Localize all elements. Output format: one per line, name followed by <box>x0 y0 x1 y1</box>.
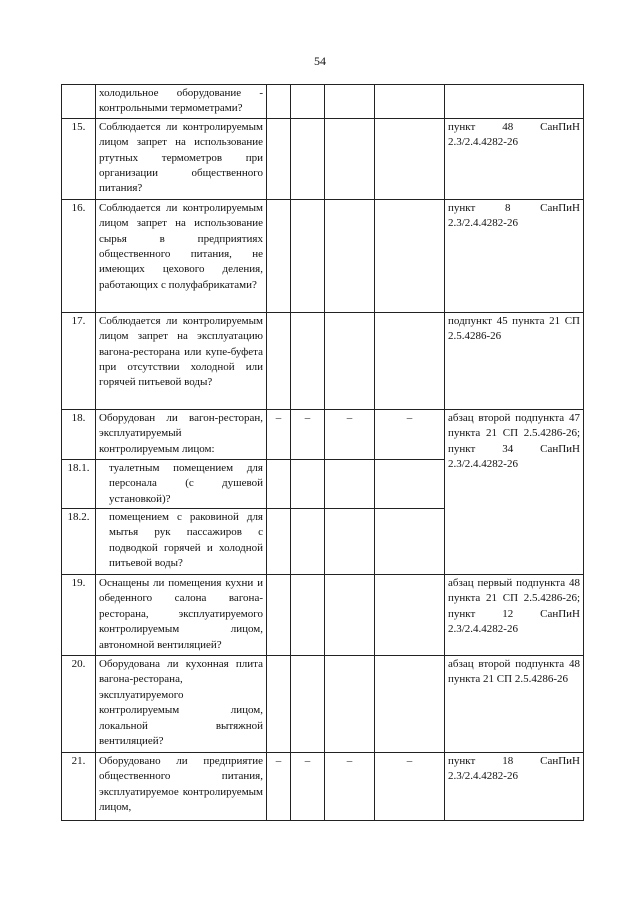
note-cell <box>375 575 445 656</box>
row-number: 21. <box>62 753 96 821</box>
legal-reference: абзац второй подпункта 48 пункта 21 СП 2.5.4286-26 <box>445 656 584 753</box>
legal-reference: пункт 18 СанПиН 2.3/2.4.4282-26 <box>445 753 584 821</box>
legal-reference: абзац первый подпункта 48 пункта 21 СП 2.5.4286-26; пункт 12 СанПиН 2.3/2.4.4282-26 <box>445 575 584 656</box>
answer-no-cell <box>291 459 325 508</box>
note-cell <box>375 199 445 312</box>
table-row <box>62 85 584 119</box>
table-row <box>62 575 584 656</box>
table-row <box>62 312 584 409</box>
table-row <box>62 656 584 753</box>
row-number <box>62 85 96 119</box>
legal-reference: пункт 8 СанПиН 2.3/2.4.4282-26 <box>445 199 584 312</box>
answer-no-cell <box>291 575 325 656</box>
legal-reference: абзац второй подпункта 47 пункта 21 СП 2.5.4286-26; пункт 34 СанПиН 2.3/2.4.4282-26 <box>445 409 584 574</box>
note-cell <box>375 509 445 575</box>
row-number: 20. <box>62 656 96 753</box>
table-row <box>62 409 584 459</box>
answer-yes-cell: – <box>267 409 291 459</box>
legal-reference <box>445 85 584 119</box>
answer-na-cell <box>325 199 375 312</box>
note-cell: – <box>375 753 445 821</box>
row-number: 16. <box>62 199 96 312</box>
page-number: 54 <box>314 54 326 68</box>
answer-na-cell <box>325 118 375 199</box>
answer-no-cell <box>291 118 325 199</box>
table-row <box>62 753 584 821</box>
answer-no-cell <box>291 199 325 312</box>
row-number: 15. <box>62 118 96 199</box>
note-cell <box>375 312 445 409</box>
answer-no-cell: – <box>291 409 325 459</box>
answer-no-cell <box>291 509 325 575</box>
answer-no-cell: – <box>291 753 325 821</box>
answer-na-cell <box>325 312 375 409</box>
answer-yes-cell <box>267 656 291 753</box>
note-cell <box>375 85 445 119</box>
checklist-table <box>61 84 584 821</box>
question-text: Оборудовано ли предприятие общественного питания, эксплуатируемое контролируемым лицом, <box>96 753 267 821</box>
question-text: холодильное оборудование - контрольными термометрами? <box>96 85 267 119</box>
note-cell <box>375 118 445 199</box>
answer-na-cell: – <box>325 753 375 821</box>
row-number: 18.2. <box>62 509 96 575</box>
legal-reference: пункт 48 СанПиН 2.3/2.4.4282-26 <box>445 118 584 199</box>
answer-na-cell <box>325 509 375 575</box>
answer-na-cell <box>325 656 375 753</box>
answer-no-cell <box>291 312 325 409</box>
table-row <box>62 199 584 312</box>
answer-yes-cell <box>267 199 291 312</box>
answer-yes-cell <box>267 459 291 508</box>
answer-yes-cell <box>267 85 291 119</box>
answer-yes-cell <box>267 312 291 409</box>
legal-reference: подпункт 45 пункта 21 СП 2.5.4286-26 <box>445 312 584 409</box>
question-text: Оснащены ли помещения кухни и обеденного салона вагона-ресторана, эксплуатируемого контролируемым лицом, автономной вентиляцией? <box>96 575 267 656</box>
table-row <box>62 118 584 199</box>
answer-yes-cell <box>267 509 291 575</box>
answer-no-cell <box>291 85 325 119</box>
note-cell <box>375 459 445 508</box>
answer-na-cell: – <box>325 409 375 459</box>
row-number: 18.1. <box>62 459 96 508</box>
answer-yes-cell: – <box>267 753 291 821</box>
question-text: Оборудована ли кухонная плита вагона-ресторана, эксплуатируемого контролируемым лицом, локальной вытяжной вентиляцией? <box>96 656 267 753</box>
answer-no-cell <box>291 656 325 753</box>
note-cell <box>375 656 445 753</box>
row-number: 17. <box>62 312 96 409</box>
question-text: Соблюдается ли контролируемым лицом запрет на использование сырья в предприятиях общественного питания, не имеющих цехового деления, работающих с полуфабрикатами? <box>96 199 267 312</box>
answer-yes-cell <box>267 575 291 656</box>
answer-na-cell <box>325 85 375 119</box>
answer-na-cell <box>325 575 375 656</box>
question-text: туалетным помещением для персонала (с душевой установкой)? <box>96 459 267 508</box>
question-text: Соблюдается ли контролируемым лицом запрет на использование ртутных термометров при организации общественного питания? <box>96 118 267 199</box>
note-cell: – <box>375 409 445 459</box>
question-text: Соблюдается ли контролируемым лицом запрет на эксплуатацию вагона-ресторана или купе-буфета при отсутствии холодной или горячей питьевой воды? <box>96 312 267 409</box>
answer-na-cell <box>325 459 375 508</box>
answer-yes-cell <box>267 118 291 199</box>
question-text: Оборудован ли вагон-ресторан, эксплуатируемый контролируемым лицом: <box>96 409 267 459</box>
row-number: 19. <box>62 575 96 656</box>
question-text: помещением с раковиной для мытья рук пассажиров с подводкой горячей и холодной питьевой воды? <box>96 509 267 575</box>
row-number: 18. <box>62 409 96 459</box>
